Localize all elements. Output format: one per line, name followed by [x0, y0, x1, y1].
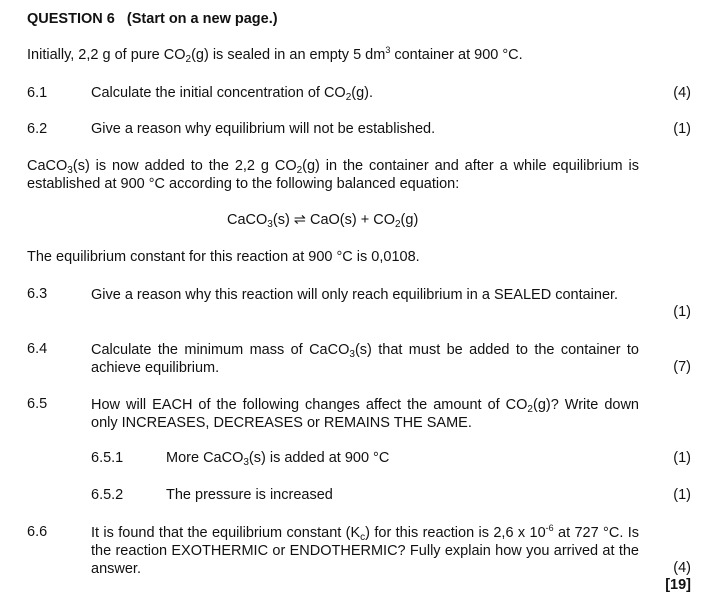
question-6-1-marks: (4)	[673, 85, 691, 101]
equilibrium-constant-statement: The equilibrium constant for this reaction at 900 °C is 0,0108.	[27, 249, 420, 265]
question-6-4-number: 6.4	[27, 341, 48, 357]
balanced-equation: CaCO$_3$(s) ⇌ $CaO(s) + CO_2(g)$	[227, 212, 419, 230]
question-6-6-text: It is found that the equilibrium constant $(K_c)$ for this reaction is 2,6 x $10^{-6}$ at 727 °C. Is the reaction EXOTHERMIC or ENDOTHERMIC? Fully explain how you arrived at the answer.	[91, 523, 639, 577]
question-6-2-marks: (1)	[673, 121, 691, 137]
question-heading	[27, 11, 278, 27]
question-6-5-number: 6.5	[27, 396, 48, 412]
question-6-5-1-number: 6.5.1	[91, 450, 124, 466]
question-number: QUESTION 6	[27, 11, 115, 27]
question-6-3-marks: (1)	[673, 304, 691, 320]
question-6-3-text: Give a reason why this reaction will only reach equilibrium in a SEALED container.	[91, 287, 619, 303]
question-6-3-number: 6.3	[27, 286, 48, 302]
question-6-5-2-number: 6.5.2	[91, 487, 124, 503]
question-6-4-text: Calculate the minimum mass of CaCO$_3$(s) that must be added to the container to achieve equilibrium.	[91, 342, 639, 376]
question-6-5-2-text: The pressure is increased	[166, 487, 333, 503]
question-6-1-number: 6.1	[27, 85, 48, 101]
question-6-1-text: Calculate the initial concentration of $CO_2(g)$.	[91, 85, 374, 103]
question-6-4-marks: (7)	[673, 359, 691, 375]
question-6-6-marks: (4)	[673, 560, 691, 576]
question-6-5-text: How will EACH of the following changes affect the amount of $CO_2(g)$? Write down only INCREASES, DECREASES or REMAINS THE SAME.	[91, 397, 639, 431]
question-6-5-1-marks: (1)	[673, 450, 691, 466]
question-6-5-2-marks: (1)	[673, 487, 691, 503]
question-note: (Start on a new page.)	[126, 11, 278, 27]
intro-text: Initially, 2,2 g of pure $CO_2(g)$ is sealed in an empty 5 $dm^3$ container at 900 °C.	[27, 45, 523, 65]
equilibrium-paragraph: CaCO$_3$(s) is now added to the 2,2 g $CO_2(g)$ in the container and after a while equilibrium is established at 900 °C according to the following balanced equation:	[27, 158, 639, 192]
question-6-2-text: Give a reason why equilibrium will not be established.	[91, 121, 436, 137]
question-6-5-1-text: More CaCO$_3$(s) is added at 900 °C	[166, 450, 390, 468]
question-6-6-number: 6.6	[27, 524, 48, 540]
question-6-2-number: 6.2	[27, 121, 48, 137]
question-total-marks: [19]	[665, 577, 691, 593]
